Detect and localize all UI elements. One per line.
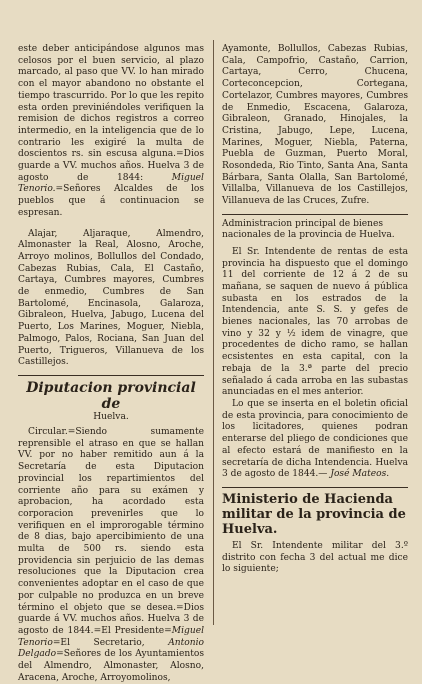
left-p3-end: =Señores de los Ayuntamientos del Almendro, Almonaster, Alosno, Aracena, Aroche, Arroyomolinos, [18,649,204,683]
section-rule-3 [222,487,408,488]
right-paragraph-2: El Sr. Intendente de rentas de esta provincia ha dispuesto que el domingo 11 del corriente de 12 á 2 de su mañana, se saquen de nuevo á pública subasta en los estrados de la Intendencia, ante S. S. y gefes de bienes nacionales, las 70 arrobas de vino y 32 y ½ idem de vinagre, que procedentes de dicho ramo, se hallan ecsistentes en esta capital, con la rebaja de la 3.ª parte del precio señalado á cada arroba en las subastas anunciadas en el mes anterior. [222,246,408,398]
administration-title: Administracion principal de bienes nacionales de la provincia de Huelva. [222,218,395,241]
left-p3-signature-2: Antonio Delgado [18,637,204,660]
section-rule-2 [222,214,408,215]
right-paragraph-3 [222,399,408,481]
section-rule [18,375,204,376]
right-column [222,44,408,576]
right-paragraph-4: El Sr. Intendente militar del 3.º distrito con fecha 3 del actual me dice lo siguiente; [222,540,408,575]
right-p3-text: Lo que se inserta en el boletin oficial de esta provincia, para conocimiento de los licitadores, quienes podran enterarse del pliego de condiciones que al efecto estará de manifiesto en la secretaría de dicha Intendencia. Huelva 3 de agosto de 1844.— [222,398,408,480]
left-p3-mid: =El Secretario, [52,637,145,648]
left-p1-text: este deber anticipándose algunos mas celosos por el buen servicio, al plazo marcado, al paso que VV. lo han mirado con el mayor abandono no obstante el tiempo trascurrido. Por lo que les repito esta orden previniéndoles verifiquen la remision de dichos registros a correo intermedio, en la inteligencia que de lo contrario les exigiré la multa de doscientos rs. sin escusa alguna.=Dios guarde a VV. muchos años. Huelva 3 de agosto de 1844: [18,44,204,183]
section-subheading: Huelva. [93,411,129,422]
left-p3-signature-1: Miguel Tenorio [18,625,204,648]
left-paragraph-2: Alajar, Aljaraque, Almendro, Almonaster la Real, Alosno, Aroche, Arroyo molinos, Bollullos del Condado, Cabezas Rubias, Cala, El Castaño, Cartaya, Cumbres mayores, Cumbres de enmedio, Cumbres de San Bartolomé, Encinasola, Galaroza, Gibraleon, Huelva, Jabugo, Lucena del Puerto, Los Marines, Moguer, Niebla, Palmogo, Palos, Rociana, San Juan del Puerto, Trigueros, Villanueva de los Castillejos. [18,228,204,368]
left-p1-end: =Señores Alcaldes de los pueblos que á continuacion se espresan. [18,184,204,218]
left-paragraph-1 [18,44,204,220]
column-divider [213,40,214,625]
left-p1-signature: Miguel Tenorio. [18,172,204,195]
left-p3-text: Circular.=Siendo sumamente reprensible el atraso en que se hallan VV. por no haber remitido aun á la Secretaría de esta Diputacion provincial los repartimientos del corriente año para su exámen y aprobacion, ha acordado esta corporacion prevenirles que lo verifiquen en el improrogable término de 8 dias, bajo apercibimiento de una multa de 500 rs. siendo esta providencia sin perjuicio de las demas resoluciones que la Diputacion crea convenientes adoptar en el caso de que por culpable no produzca en un breve término el objeto que se desea.=Dios guarde á VV. muchos años. Huelva 3 de agosto de 1844.=El Presidente= [18,426,204,636]
ministry-heading: Ministerio de Hacienda militar de la provincia de Huelva. [222,491,406,537]
left-column [18,44,204,684]
section-heading: Diputacion provincial de [26,379,196,412]
left-paragraph-3 [18,427,204,684]
right-p3-signature: José Mateos. [330,469,390,480]
right-paragraph-1: Ayamonte, Bollullos, Cabezas Rubias, Cala, Campofrio, Castaño, Carrion, Cartaya, Cerro, Chucena, Corteconcepcion, Cortegana, Cortelazor, Cumbres mayores, Cumbres de Enmedio, Escacena, Galaroza, Gibraleon, Granado, Hinojales, la Cristina, Jabugo, Lepe, Lucena, Marines, Moguer, Niebla, Paterna, Puebla de Guzman, Puerto Moral, Rosondeda, Rio Tinto, Santa Ana, Santa Bárbara, Santa Olalla, San Bartolomé, Villalba, Villanueva de los Castillejos, Villanueva de las Cruces, Zufre. [222,44,408,207]
